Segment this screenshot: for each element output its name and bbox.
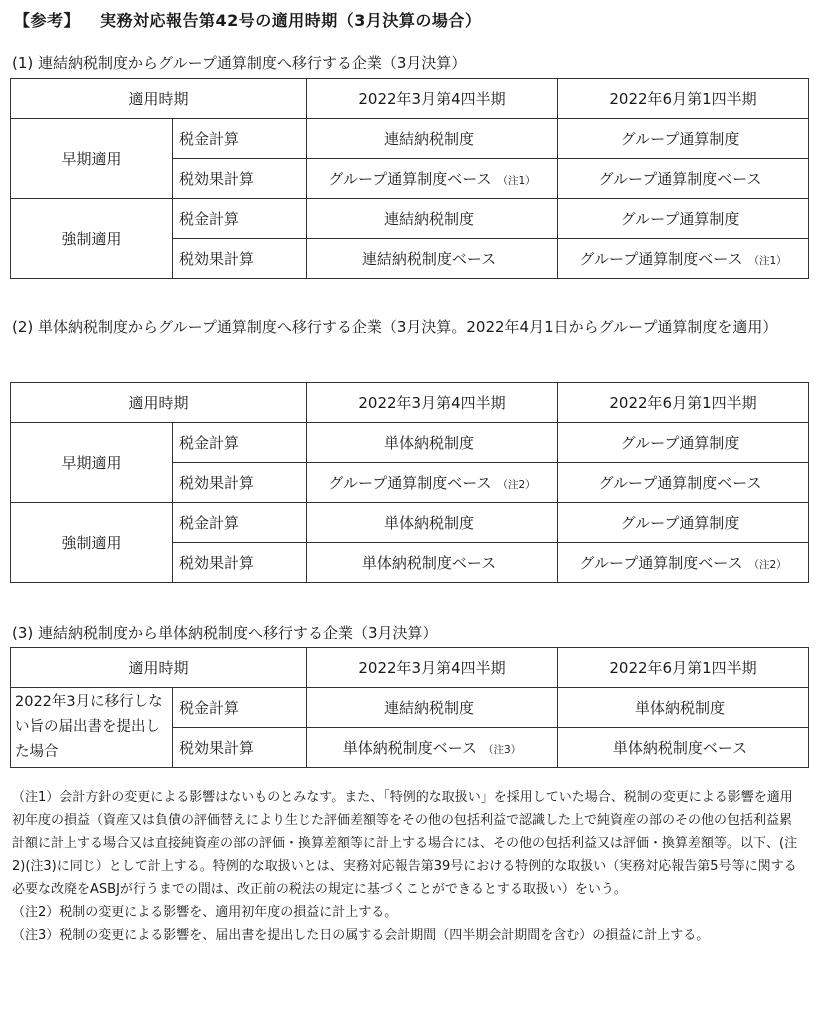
cell-q4: 連結納税制度 [307, 199, 558, 239]
footnotes [12, 786, 802, 947]
row-item: 税金計算 [173, 199, 307, 239]
cell-q1: グループ通算制度ベース [558, 159, 809, 199]
title-text: 実務対応報告第42号の適用時期（3月決算の場合） [100, 11, 482, 30]
cell-q1: グループ通算制度 [558, 423, 809, 463]
header-q4: 2022年3月第4四半期 [307, 79, 558, 119]
table-header-row [11, 648, 809, 688]
group-label: 早期適用 [11, 423, 173, 503]
section-1-table [10, 78, 809, 279]
cell-q1: 単体納税制度ベース [558, 728, 809, 768]
section-3-table [10, 647, 809, 768]
cell-q4: 連結納税制度 [307, 688, 558, 728]
note-ref: （注2） [748, 559, 787, 571]
header-period: 適用時期 [11, 383, 307, 423]
cell-q4: グループ通算制度ベース （注1） [307, 159, 558, 199]
cell-q1: グループ通算制度 [558, 199, 809, 239]
table-row [11, 199, 809, 239]
group-label: 強制適用 [11, 199, 173, 279]
cell-q4: 連結納税制度ベース [307, 239, 558, 279]
row-item: 税効果計算 [173, 728, 307, 768]
row-item: 税金計算 [173, 423, 307, 463]
cell-q4: グループ通算制度ベース （注2） [307, 463, 558, 503]
table-row [11, 688, 809, 728]
table-row [11, 423, 809, 463]
cell-q4: 単体納税制度ベース [307, 543, 558, 583]
group-label: 早期適用 [11, 119, 173, 199]
cell-q4: 単体納税制度 [307, 423, 558, 463]
cell-q1: グループ通算制度ベース [558, 463, 809, 503]
header-q4: 2022年3月第4四半期 [307, 383, 558, 423]
section-2-table [10, 382, 809, 583]
table-row [11, 503, 809, 543]
note-ref: （注3） [483, 744, 522, 756]
footnote-1: （注1）会計方針の変更による影響はないものとみなす。また、「特例的な取扱い」を採用していた場合、税制の変更による影響を適用初年度の損益（資産又は負債の評価替えにより生じた評価差額等をその他の包括利益で認識した上で純資産の部のその他の包括利益累計額に計上する場合又は直接純資産の部の評価・換算差額等に計上する場合には、その他の包括利益又は評価・換算差額等。以下、(注2)(注3)に同じ）として計上する。特例的な取扱いとは、実務対応報告第39号における特例的な取扱い（実務対応報告第5号等に関する必要な改廃をASBJが行うまでの間は、改正前の税法の規定に基づくことができるとする取扱い）をいう。 [12, 790, 798, 897]
cell-q4: 単体納税制度ベース （注3） [307, 728, 558, 768]
cell-q1: グループ通算制度 [558, 503, 809, 543]
header-q1: 2022年6月第1四半期 [558, 79, 809, 119]
section-3-heading: (3) 連結納税制度から単体納税制度へ移行する企業（3月決算） [12, 624, 438, 642]
cell-q4: 単体納税制度 [307, 503, 558, 543]
row-item: 税効果計算 [173, 543, 307, 583]
footnote-2: （注2）税制の変更による影響を、適用初年度の損益に計上する。 [12, 905, 398, 920]
row-item: 税効果計算 [173, 463, 307, 503]
note-ref: （注1） [748, 255, 787, 267]
header-q1: 2022年6月第1四半期 [558, 648, 809, 688]
row-item: 税効果計算 [173, 239, 307, 279]
section-2-heading: (2) 単体納税制度からグループ通算制度へ移行する企業（3月決算。2022年4月1日からグループ通算制度を適用） [12, 318, 778, 336]
table-header-row [11, 79, 809, 119]
title-bracket: 【参考】 [14, 11, 81, 30]
header-q4: 2022年3月第4四半期 [307, 648, 558, 688]
table-row [11, 119, 809, 159]
table-header-row [11, 383, 809, 423]
cell-q1: グループ通算制度ベース （注1） [558, 239, 809, 279]
note-ref: （注1） [497, 175, 536, 187]
header-q1: 2022年6月第1四半期 [558, 383, 809, 423]
header-period: 適用時期 [11, 79, 307, 119]
cell-q4: 連結納税制度 [307, 119, 558, 159]
header-period: 適用時期 [11, 648, 307, 688]
group-label: 2022年3月に移行しない旨の届出書を提出した場合 [11, 688, 173, 768]
cell-q1: グループ通算制度ベース （注2） [558, 543, 809, 583]
cell-q1: グループ通算制度 [558, 119, 809, 159]
row-item: 税効果計算 [173, 159, 307, 199]
section-1-heading: (1) 連結納税制度からグループ通算制度へ移行する企業（3月決算） [12, 54, 467, 72]
page-title [14, 8, 481, 31]
note-ref: （注2） [497, 479, 536, 491]
row-item: 税金計算 [173, 503, 307, 543]
row-item: 税金計算 [173, 119, 307, 159]
footnote-3: （注3）税制の変更による影響を、届出書を提出した日の属する会計期間（四半期会計期間を含む）の損益に計上する。 [12, 928, 710, 943]
row-item: 税金計算 [173, 688, 307, 728]
cell-q1: 単体納税制度 [558, 688, 809, 728]
group-label: 強制適用 [11, 503, 173, 583]
